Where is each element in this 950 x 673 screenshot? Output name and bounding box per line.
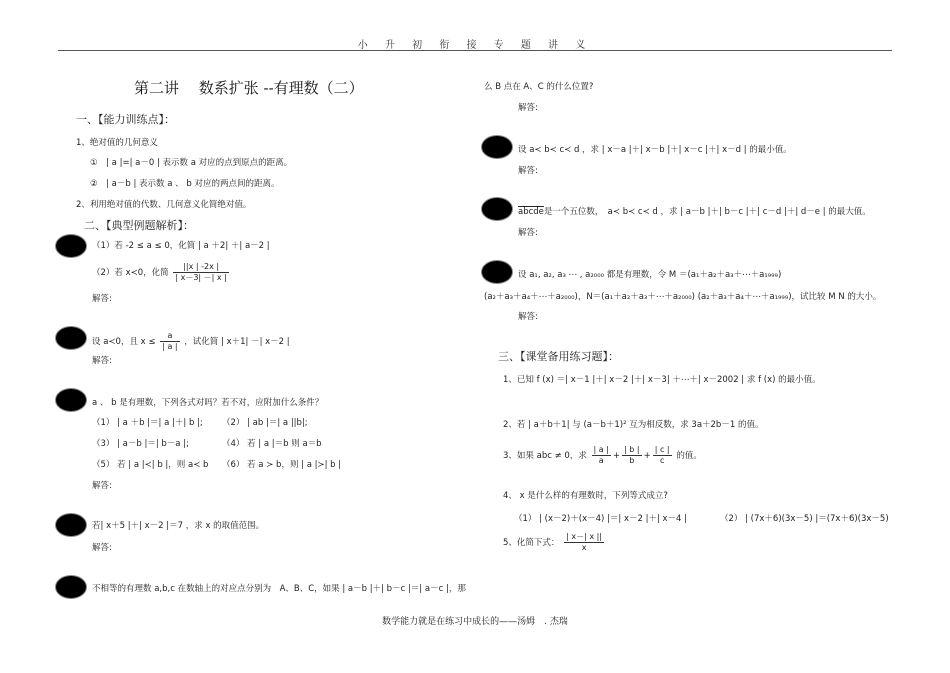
example-2-text: 设 a≺0，且 x ≤ [92,337,156,347]
answer-label: 解答: [518,312,538,322]
section-heading-training: 一、【能力训练点】： [76,113,175,126]
practice-1: 1、已知 f (x) ＝| x－1 |＋| x－2 |＋| x－3| ＋⋯＋| x－2002 | 求 f (x) 的最小值。 [503,375,821,385]
example-1a: （1）若 -2 ≤ a ≤ 0，化简 | a ＋2| ＋| a－2 | [92,241,270,251]
answer-label: 解答: [92,356,112,366]
fraction-numerator: | a | [593,445,609,454]
example-5-continued: 么 B 点在 A、C 的什么位置? [484,82,594,92]
fraction-numerator: | x－| x || [566,532,603,541]
fraction-b [622,445,642,466]
example-3: a 、 b 是有理数，下列各式对吗？若不对，应附加什么条件？ [92,398,324,408]
practice-5 [503,532,606,553]
bullet-dot-icon [482,136,512,158]
practice-4: 4、 x 是什么样的有理数时，下列等式成立? [503,491,668,501]
example-3-6: （6） 若 a ≻ b，则 | a |≻| b | [222,460,342,470]
five-digit-number: abcde [518,207,544,217]
example-8-line-1: 设 a₁, a₂, a₃ ⋯ , a₂₀₀₀ 都是有理数，令 M ＝(a₁＋a₂＋a₃＋⋯＋a₁₉₉₉) [518,270,782,280]
example-8-line-2: (a₂＋a₃＋a₄＋⋯＋a₂₀₀₀)，N＝(a₁＋a₂＋a₃＋⋯＋a₂₀₀₀) (a₂＋a₃＋a₄＋⋯＋a₁₉₉₉)，试比较 M N 的大小。 [484,292,882,302]
practice-4-1: （1） | (x－2)＋(x－4) |＝| x－2 |＋| x－4 | [514,514,688,524]
fraction-denominator: x [581,543,587,552]
answer-label: 解答: [518,228,538,238]
example-3-4: （4） 若 | a |＝b 则 a＝b [222,439,322,449]
section-heading-practice: 三、【课堂备用练习题】： [498,350,619,363]
practice-3: 3、如果 abc ≠ 0，求 $\frac{| a |}{a}$ + $\frac{| b |}{b}$ + $\frac{| c |}{c}$ 的值。 [503,445,702,465]
example-3-2: （2） | ab |＝| a ||b|; [222,418,308,428]
example-3-3: （3） | a－b |＝| b－a |; [92,439,189,449]
example-5: 不相等的有理数 a,b,c 在数轴上的对应点分别为 A、B、C，如果 | a－b |＋| b－c |＝| a－c |，那 [92,584,466,594]
bullet-dot-icon [56,389,86,411]
fraction-denominator: c [659,456,665,465]
answer-label: 解答: [518,166,538,176]
example-2 [92,331,290,352]
example-1b [92,262,231,283]
answer-label: 解答: [92,481,112,491]
practice-2: 2、若 | a＋b＋1| 与 (a－b＋1)² 互为相反数，求 3a＋2b－1 的值。 [503,420,764,430]
practice-3-text: 3、如果 abc ≠ 0，求 [503,451,587,461]
bullet-dot-icon [56,514,86,536]
answer-label: 解答: [92,543,112,553]
example-1b-fraction [173,262,229,283]
fraction-c [653,445,672,466]
example-3-1: （1） | a ＋b |＝| a |＋| b |; [92,418,203,428]
example-7 [518,205,871,217]
fraction-numerator: | b | [624,445,640,454]
example-4: 若| x＋5 |＋| x－2 |＝7 ，求 x 的取值范围。 [92,521,265,531]
example-2-text-b: ，试化简 | x＋1| －| x－2 | [184,337,290,347]
example-2-fraction [160,331,179,352]
bullet-dot-icon [482,261,512,283]
point-1a: ① | a |=| a－0 | 表示数 a 对应的点到原点的距离。 [90,158,293,168]
fraction-denominator: | a | [162,342,178,351]
page-title: 第二讲 数系扩张 --有理数（二） [134,79,364,97]
bullet-dot-icon [56,576,86,598]
fraction-numerator: | c | [654,445,670,454]
example-7-text: 是一个五位数， a≺ b≺ c≺ d ，求 | a－b |＋| b－c |＋| c－d |＋| d－e | 的最大值。 [543,207,871,217]
practice-4-2: （2） | (7x＋6)(3x－5) |＝(7x＋6)(3x－5) [720,514,889,524]
page-header: 小 升 初 衔 接 专 题 讲 义 [357,40,593,51]
example-1b-text: （2）若 x≺0，化简 [92,268,169,278]
fraction-numerator: ||x | -2x | [173,262,229,273]
example-6: 设 a≺ b≺ c≺ d ，求 | x－a |＋| x－b |＋| x－c |＋| x－d | 的最小值。 [518,145,792,155]
bullet-dot-icon [56,235,86,257]
fraction-denominator: a [598,456,604,465]
answer-label: 解答: [92,294,112,304]
point-2: 2、利用绝对值的代数、几何意义化简绝对值。 [76,200,252,210]
section-heading-examples: 二、【典型例题解析】： [84,219,194,232]
fraction-numerator: a [160,331,179,342]
header-rule [58,50,892,51]
point-1: 1、绝对值的几何意义 [76,138,158,148]
fraction-denominator: | x－3| －| x | [175,273,227,282]
bullet-dot-icon [482,198,512,220]
point-1b: ② | a－b | 表示数 a 、 b 对应的两点间的距离。 [90,179,280,189]
practice-5-fraction [564,532,604,553]
practice-3-text-b: 的值。 [676,451,702,461]
example-3-5: （5） 若 | a |≺| b |，则 a≺ b [92,460,209,470]
page-footer: 数学能力就是在练习中成长的——汤姆 . 杰瑞 [382,617,568,627]
fraction-a [592,445,611,466]
practice-5-text: 5、化简下式： [503,538,560,548]
fraction-denominator: b [629,456,635,465]
answer-label: 解答: [518,103,538,113]
bullet-dot-icon [56,327,86,349]
